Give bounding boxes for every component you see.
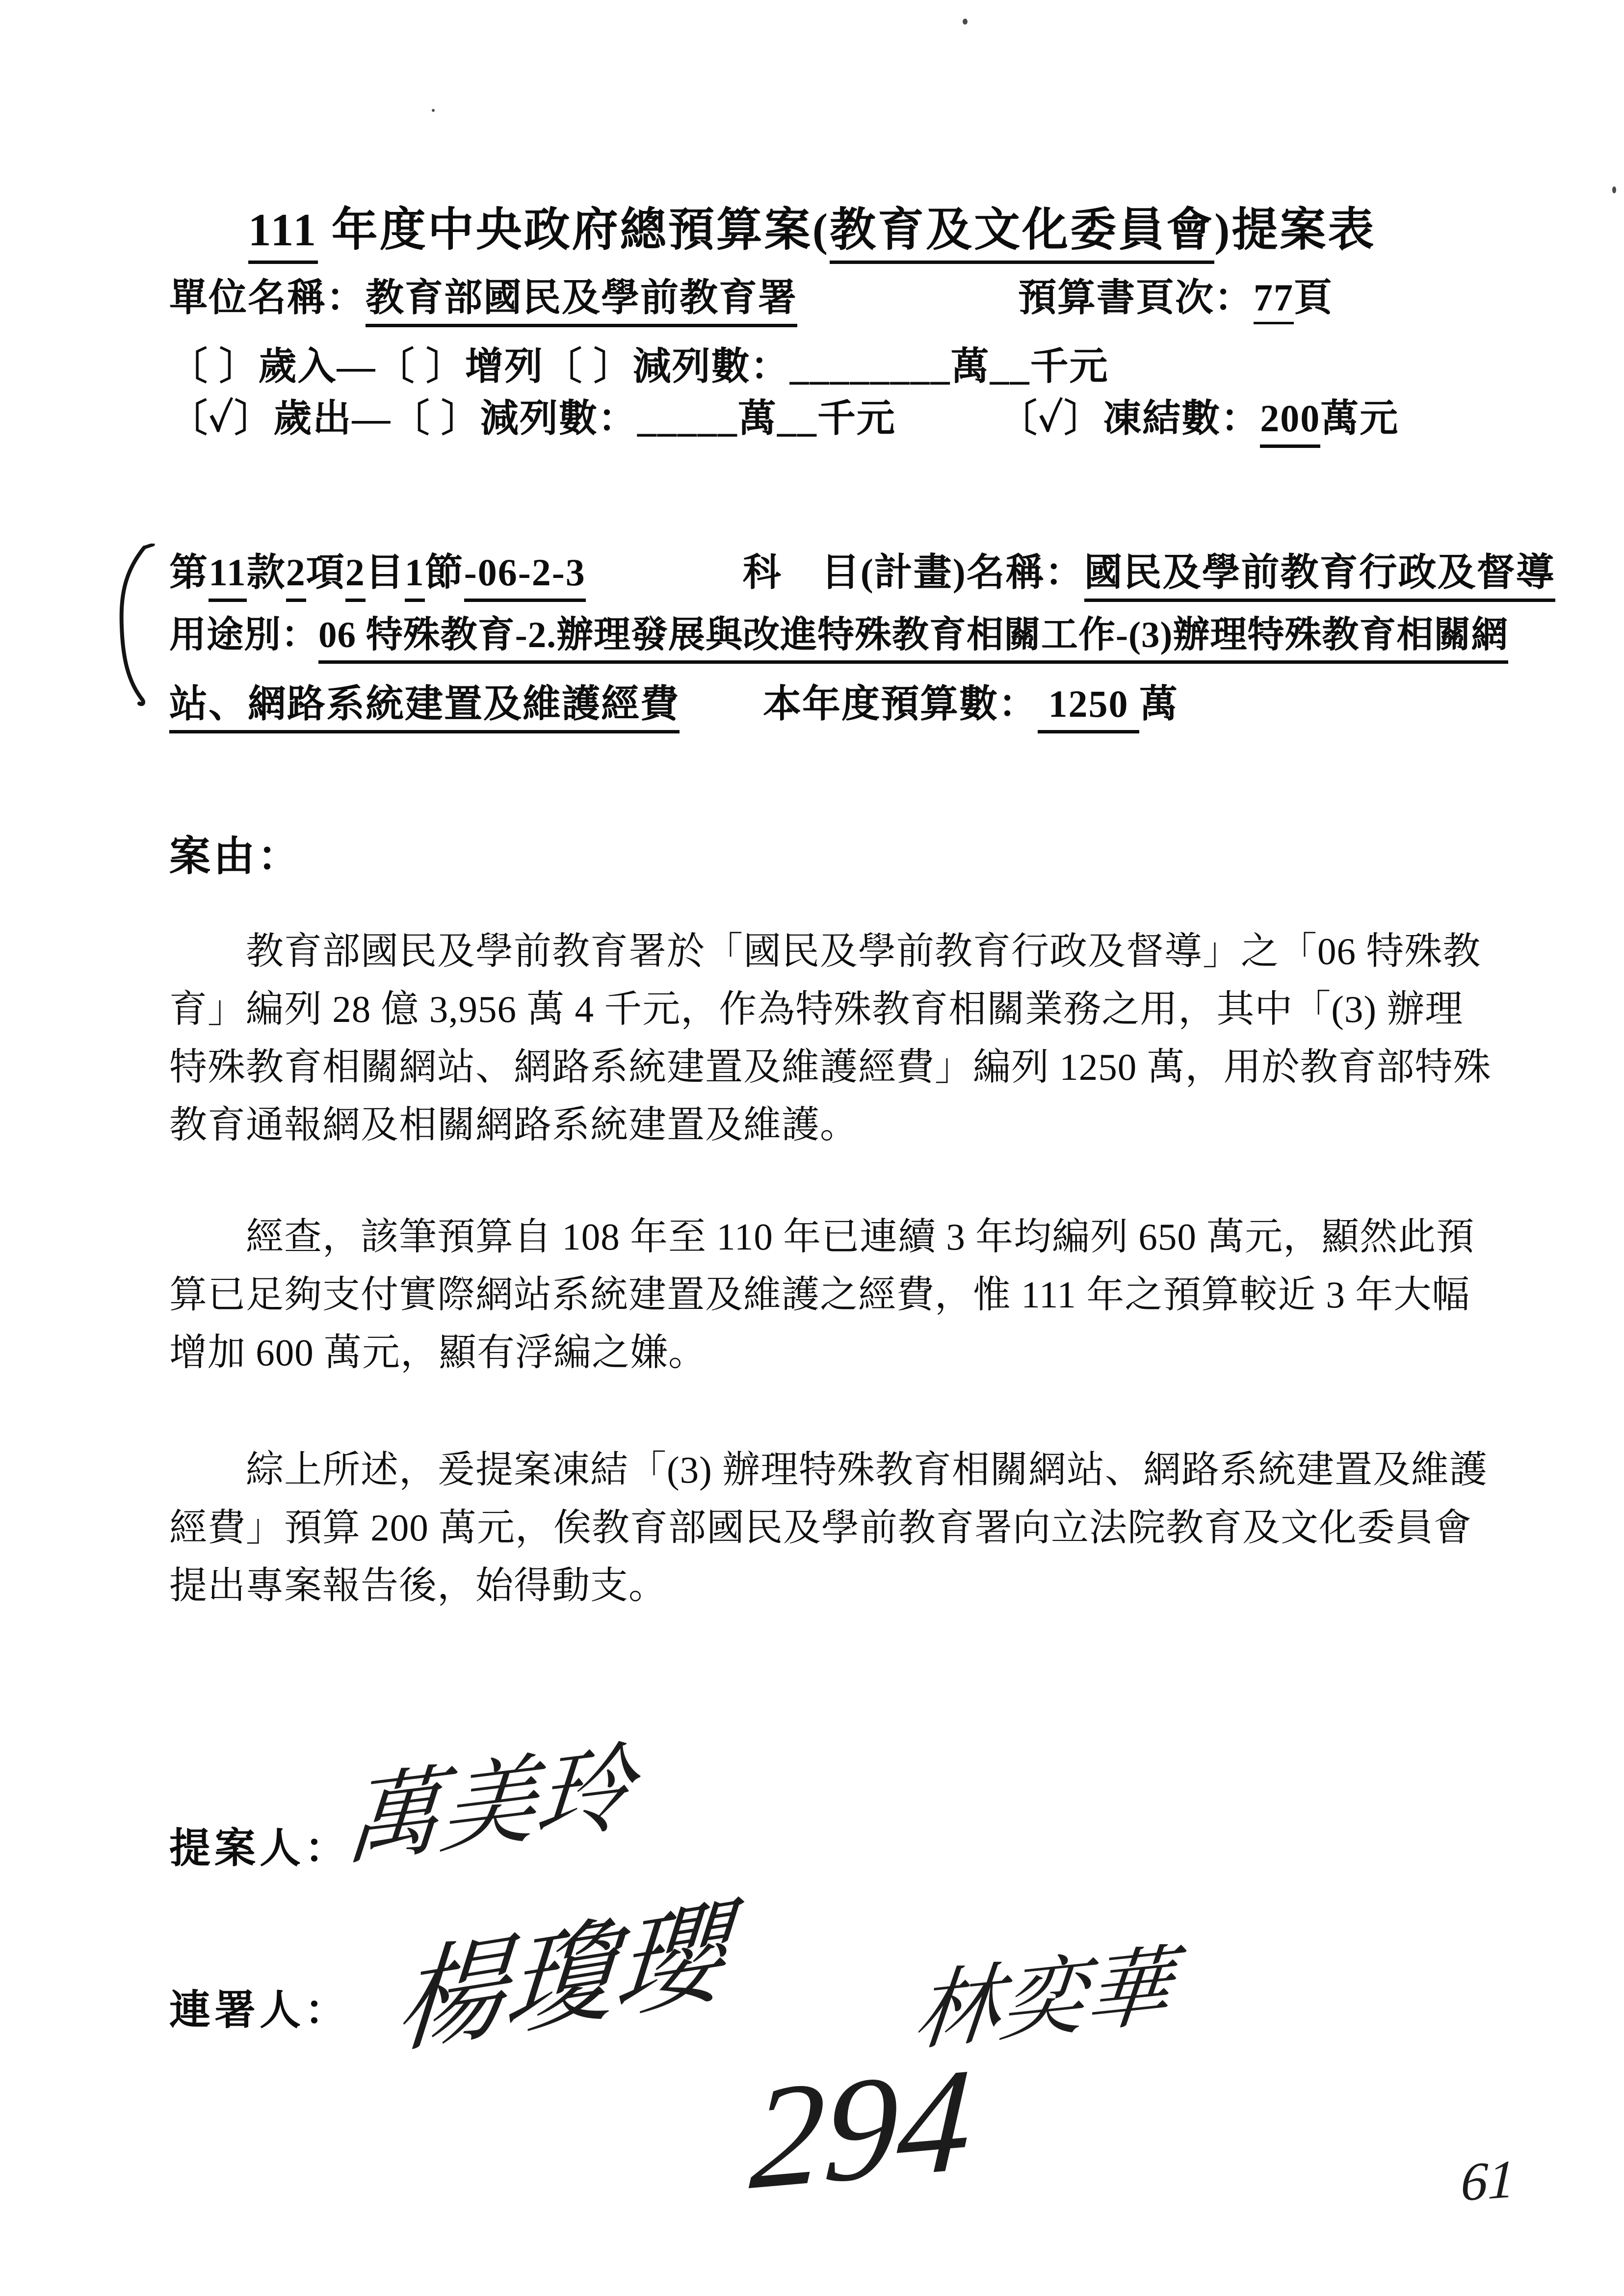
usage-row-continued [169,680,1179,728]
budget-page-value: 77 [1254,276,1294,324]
expenditure-checkbox-checked: 〔✓〕 [169,397,274,440]
proposer-label: 提案人： [169,1826,350,1872]
freeze-unit: 萬元 [1320,397,1399,440]
paragraph-line: 教育通報網及相關網路系統建置及維護。 [169,1104,858,1146]
paragraph-line: 增加 600 萬元，顯有浮編之嫌。 [169,1331,707,1374]
revenue-checkbox: 〔 〕 [169,345,259,388]
section-jie: 節 [424,551,464,594]
expenditure-cut-checkbox: 〔 〕 [391,397,480,440]
revenue-cut-checkbox: 〔 〕 [544,345,633,388]
paragraph-line: 經費」預算 200 萬元，俟教育部國民及學前教育署向立法院教育及文化委員會 [169,1507,1472,1549]
case-paragraph-1 [169,922,1492,1154]
section-jie-num: 1 [405,551,425,602]
document-title [0,192,1624,259]
paragraph-line: 提出專案報告後，始得動支。 [169,1565,667,1607]
annual-budget-label: 本年度預算數： [763,682,1038,725]
title-committee: 教育及文化委員會 [830,205,1214,264]
section-code: -06-2-3 [464,551,586,602]
title-tail: )提案表 [1214,205,1376,256]
expenditure-cut-label: 減列數： [480,397,637,440]
section-row [169,548,1555,597]
paragraph-line: 特殊教育相關網站、網路系統建置及維護經費」編列 1250 萬，用於教育部特殊 [169,1046,1492,1088]
expenditure-blank-wan: _____ [637,397,738,440]
paragraph-line: 算已足夠支付實際網站系統建置及維護之經費，惟 111 年之預算較近 3 年大幅 [169,1274,1470,1316]
case-paragraph-3 [169,1441,1488,1615]
usage-label: 用途別： [169,615,319,655]
usage-value-line2: 站、網路系統建置及維護經費 [169,682,680,733]
revenue-add-label: 增列 [465,345,544,388]
usage-value-line1: 06 特殊教育-2.辦理發展與改進特殊教育相關工作-(3)辦理特殊教育相關網 [318,615,1508,664]
freeze-label: 凍結數： [1103,397,1260,440]
case-paragraph-2 [169,1208,1474,1382]
revenue-blank-qian: __ [990,345,1030,388]
freeze-value: 200 [1260,397,1320,448]
section-xiang-num: 2 [286,551,306,602]
cosigner-signature-1: 楊瓊瓔 [391,1890,730,2068]
left-bracket-mark [114,544,158,710]
revenue-unit-wan: 萬 [950,345,990,388]
paragraph-line: 教育部國民及學前教育署於「國民及學前教育行政及督導」之「06 特殊教 [169,930,1481,972]
unit-name-row [169,274,797,322]
scan-speck [963,19,968,25]
revenue-cut-label: 減列數： [632,345,790,388]
subject-value: 國民及學前教育行政及督導 [1084,551,1555,602]
budget-page-row [1018,274,1333,322]
expenditure-unit-wan: 萬 [737,397,777,440]
handwritten-page-number: 61 [1460,2148,1516,2213]
revenue-unit-qian: 千元 [1030,345,1109,388]
unit-name-label: 單位名稱： [169,276,366,319]
annual-budget-unit: 萬 [1139,682,1179,725]
usage-row [169,612,1508,658]
revenue-label: 歲入— [258,345,376,388]
handwritten-proposal-number: 294 [747,2036,975,2220]
section-kuan: 款 [246,551,286,594]
section-mu-num: 2 [345,551,366,602]
section-kuan-num: 11 [209,551,247,602]
expenditure-row [169,394,1399,443]
subject-label: 科 目(計畫)名稱： [742,551,1084,594]
paragraph-line: 經查，該筆預算自 108 年至 110 年已連續 3 年均編列 650 萬元，顯然此預 [169,1216,1475,1258]
section-mu: 目 [365,551,405,594]
budget-page-label: 預算書頁次： [1018,276,1254,319]
expenditure-unit-qian: 千元 [817,397,896,440]
case-heading: 案由： [169,834,302,880]
unit-name-value: 教育部國民及學前教育署 [366,276,797,327]
expenditure-blank-qian: __ [777,397,817,440]
freeze-checkbox-checked: 〔✓〕 [998,397,1103,440]
scan-speck [432,109,435,112]
cosigner-label: 連署人： [169,1988,350,2034]
proposer-signature: 萬美玲 [341,1734,636,1878]
revenue-row [169,342,1109,391]
revenue-add-checkbox: 〔 〕 [376,345,466,388]
paragraph-line: 育」編列 28 億 3,956 萬 4 千元，作為特殊教育相關業務之用，其中「(3) 辦理 [169,988,1464,1030]
budget-page-suffix: 頁 [1294,276,1334,319]
title-year: 111 [248,205,318,264]
cosigner-signature-2: 林奕華 [910,1937,1177,2061]
annual-budget-value: 1250 [1038,682,1139,733]
paragraph-line: 綜上所述，爰提案凍結「(3) 辦理特殊教育相關網站、網路系統建置及維護 [169,1449,1488,1491]
revenue-blank-wan: ________ [789,345,951,388]
scan-speck [1612,186,1616,193]
section-di: 第 [169,551,209,594]
section-xiang: 項 [306,551,345,594]
expenditure-label: 歲出— [273,397,392,440]
title-mid: 年度中央政府總預算案( [318,205,830,256]
